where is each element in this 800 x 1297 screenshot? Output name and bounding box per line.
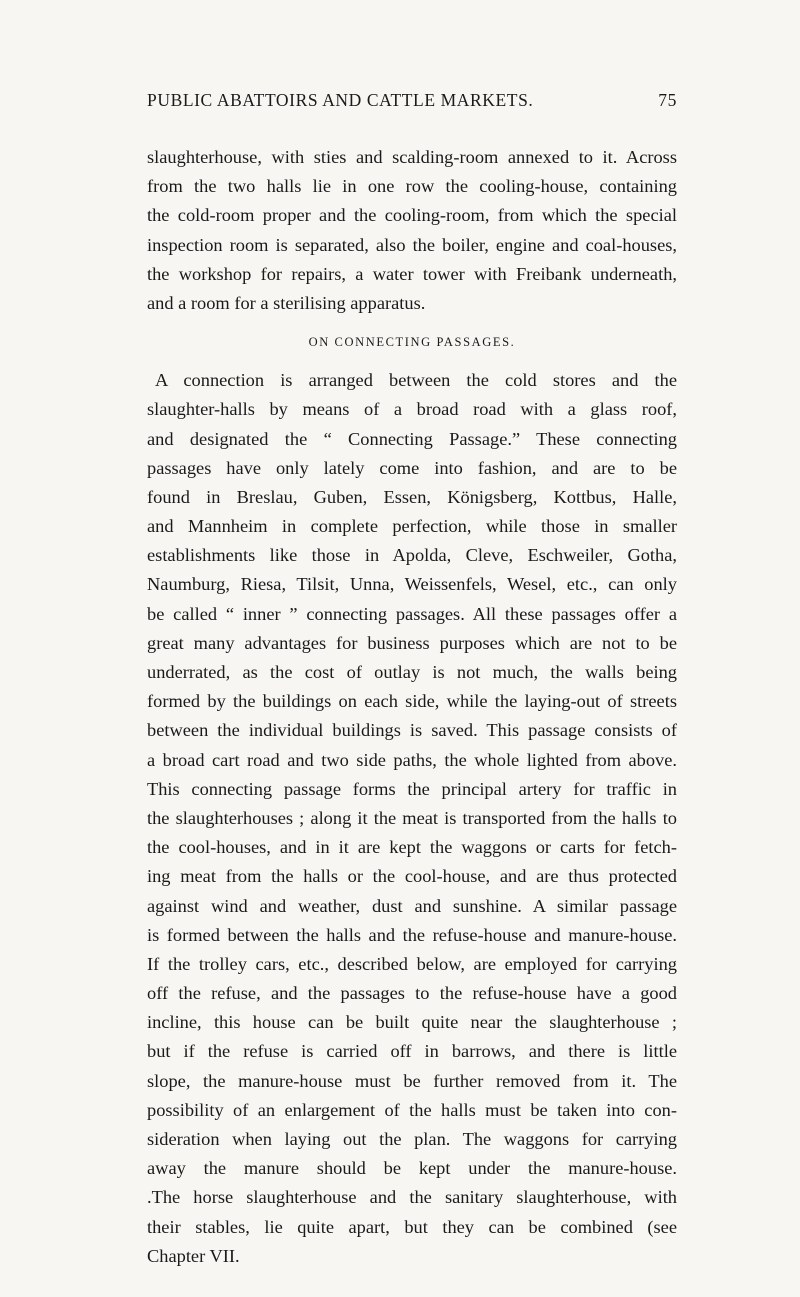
- text-line: is formed between the halls and the refuse-house and manure-house.: [147, 924, 677, 945]
- text-line: their stables, lie quite apart, but they can be combined (see: [147, 1216, 677, 1237]
- text-line: the slaughterhouses ; along it the meat is transported from the halls to: [147, 807, 677, 828]
- text-line: establishments like those in Apolda, Cleve, Eschweiler, Gotha,: [147, 545, 677, 566]
- text-line: be called “ inner ” connecting passages. All these passages offer a: [147, 603, 677, 624]
- paragraph-1: [147, 143, 677, 318]
- text-line: found in Breslau, Guben, Essen, Königsberg, Kottbus, Halle,: [147, 486, 677, 507]
- section-heading: ON CONNECTING PASSAGES.: [308, 335, 516, 350]
- text-line: a broad cart road and two side paths, the whole lighted from above.: [147, 749, 677, 770]
- text-line: sideration when laying out the plan. The waggons for carrying: [147, 1129, 677, 1149]
- text-line: the cool-houses, and in it are kept the waggons or carts for fetch-: [147, 837, 677, 858]
- text-line: underrated, as the cost of outlay is not much, the walls being: [147, 662, 677, 682]
- text-line: slaughter-halls by means of a broad road with a glass roof,: [147, 399, 677, 420]
- text-line: slaughterhouse, with sties and scalding-room annexed to it. Across: [147, 147, 677, 167]
- text-line: ing meat from the halls or the cool-house, and are thus protected: [147, 866, 677, 887]
- running-head: [147, 90, 677, 114]
- text-line: possibility of an enlargement of the halls must be taken into con-: [147, 1099, 677, 1120]
- text-line: and Mannheim in complete perfection, while those in smaller: [147, 516, 677, 537]
- body-text: [147, 143, 677, 1271]
- text-line: the cold-room proper and the cooling-room, from which the special: [147, 205, 677, 226]
- running-title: PUBLIC ABATTOIRS AND CATTLE MARKETS.: [147, 90, 534, 110]
- text-line: If the trolley cars, etc., described below, are employed for carrying: [147, 953, 677, 974]
- text-line: slope, the manure-house must be further removed from it. The: [147, 1070, 677, 1091]
- text-line: inspection room is separated, also the boiler, engine and coal-houses,: [147, 234, 677, 255]
- text-line: A connection is arranged between the cold stores and the: [155, 370, 677, 391]
- text-line: Chapter VII.: [147, 1245, 240, 1266]
- text-line: This connecting passage forms the principal artery for traffic in: [147, 778, 677, 799]
- page-number: 75: [658, 90, 677, 110]
- text-line: between the individual buildings is saved. This passage consists of: [147, 720, 677, 741]
- text-line: formed by the buildings on each side, while the laying-out of streets: [147, 691, 677, 712]
- text-line: Naumburg, Riesa, Tilsit, Unna, Weissenfels, Wesel, etc., can only: [147, 574, 677, 595]
- text-line: great many advantages for business purposes which are not to be: [147, 632, 677, 653]
- text-line: passages have only lately come into fashion, and are to be: [147, 457, 677, 478]
- text-line: away the manure should be kept under the manure-house.: [147, 1158, 677, 1179]
- text-line: incline, this house can be built quite near the slaughterhouse ;: [147, 1012, 677, 1033]
- text-line: and designated the “ Connecting Passage.” These connecting: [147, 428, 677, 449]
- text-line: and a room for a sterilising apparatus.: [147, 292, 426, 313]
- text-line: .The horse slaughterhouse and the sanitary slaughterhouse, with: [147, 1187, 677, 1208]
- text-line: the workshop for repairs, a water tower with Freibank underneath,: [147, 263, 677, 284]
- text-line: off the refuse, and the passages to the refuse-house have a good: [147, 983, 677, 1004]
- text-line: against wind and weather, dust and sunshine. A similar passage: [147, 895, 677, 916]
- paragraph-2: [147, 366, 677, 1271]
- text-line: from the two halls lie in one row the cooling-house, containing: [147, 176, 677, 197]
- text-line: but if the refuse is carried off in barrows, and there is little: [147, 1041, 677, 1062]
